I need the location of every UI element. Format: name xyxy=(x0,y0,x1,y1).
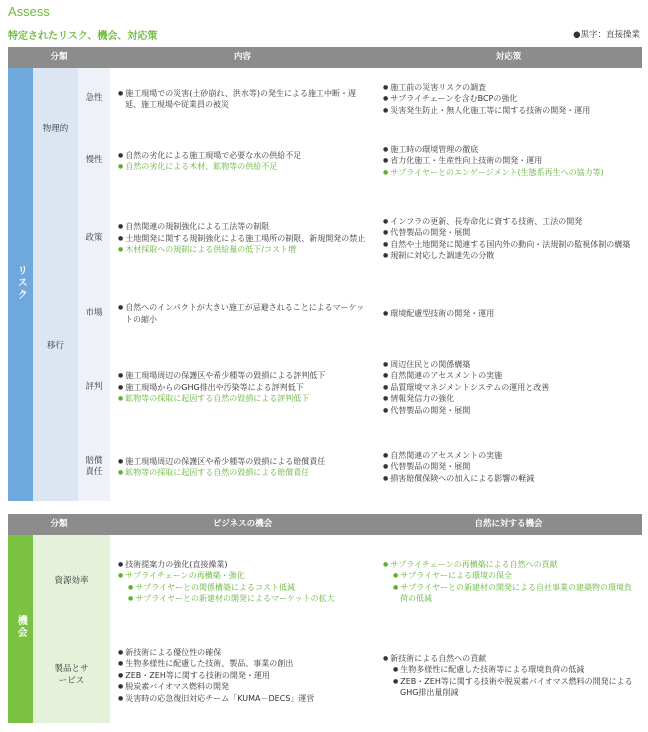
bullet-item: ● ZEB・ZEH等に関する技術や脱炭素バイオマス燃料の開発によるGHG排出量削減 xyxy=(393,676,633,697)
bullet-item: ● 周辺住民との関係構築 xyxy=(383,359,471,369)
bullet-item: ● 鉱物等の採取に起因する自然の毀損による賠償責任 xyxy=(118,468,310,477)
bullet-item: ● 自然の劣化による木材、鉱物等の供給不足 xyxy=(118,162,278,171)
bullet-item: ● 損害賠償保険への加入による影響の軽減 xyxy=(383,473,535,483)
header-content: 内容 xyxy=(110,47,375,68)
bullet-item: ● サプライチェーンを含むBCPの強化 xyxy=(383,94,518,104)
risk-sub-acute: 急性 xyxy=(78,68,110,130)
bullet-item: ● 施工前の災害リスクの調査 xyxy=(383,82,487,92)
bullet-item: ● 自然へのインパクトが大きい施工が忌避されることによるマーケットの縮小 xyxy=(118,303,365,324)
bullet-item: ● サプライヤーとの関係構築によるコスト低減 xyxy=(128,582,296,592)
bullet-item: ● 自然の劣化による施工現場で必要な水の供給不足 xyxy=(118,150,302,160)
risk-table-header xyxy=(8,47,642,68)
bullet-item: ● 代替製品の開発・展開 xyxy=(383,405,471,415)
bullet-item: ● サプライヤーとの新建材の開発による自社事業の建築物の環境負荷の低減 xyxy=(393,582,633,603)
page-title: 特定されたリスク、機会、対応策 xyxy=(8,31,158,42)
risk-response-reputation xyxy=(375,342,642,433)
bullet-item: ● 代替製品の開発・展開 xyxy=(383,228,471,237)
risk-response-chronic xyxy=(375,130,642,192)
bullet-item: ● 自然関連の規制強化による工法等の制限 xyxy=(118,222,270,232)
bullet-item: ● 代替製品の開発・展開 xyxy=(383,462,471,472)
bullet-item: ● 情報発信力の強化 xyxy=(383,394,455,404)
bullet-item: ● ZEB・ZEH等に関する技術の開発・運用 xyxy=(118,670,270,680)
risk-group-physical: 物理的 xyxy=(33,68,78,192)
risk-response-market xyxy=(375,285,642,342)
bullet-item: ● 災害時の応急復旧対応チーム「KUMA－DECS」運営 xyxy=(118,693,315,703)
risk-group-transition: 移行 xyxy=(33,192,78,501)
legend-note: ●黒字：直接操業 xyxy=(573,30,640,40)
opp-nature-resource xyxy=(375,535,642,628)
risk-sub-market: 市場 xyxy=(78,285,110,342)
risk-table xyxy=(8,47,642,501)
bullet-item: ● サプライチェーンの再構築による自然への貢献 xyxy=(383,559,558,569)
assess-label: Assess xyxy=(8,4,50,19)
bullet-item: ● 自然や土地開発に関連する国内外の動向・法規制の監視体制の構築 xyxy=(383,239,631,249)
bullet-item: ● 品質環境マネジメントシステムの運用と改善 xyxy=(383,382,550,392)
bullet-item: ● 脱炭素バイオマス燃料の開発 xyxy=(118,682,230,692)
risk-sub-reputation: 評判 xyxy=(78,342,110,433)
bullet-item: ● 省力化施工・生産性向上技術の開発・運用 xyxy=(383,156,543,166)
bullet-item: ● 自然関連のアセスメントの実施 xyxy=(383,450,503,460)
bullet-item: ● 施工時の環境管理の徹底 xyxy=(383,144,479,154)
opp-business-resource xyxy=(110,535,375,628)
bullet-item: ● 鉱物等の採取に起因する自然の毀損による評判低下 xyxy=(118,394,310,404)
risk-content-liability xyxy=(110,433,375,501)
bullet-item: ● 新技術による自然への貢献 xyxy=(383,653,487,663)
opportunity-table xyxy=(8,514,642,723)
bullet-item: ● サプライヤーとのエンゲージメント(生態系再生への協力等) xyxy=(383,167,604,177)
bullet-item: ● 木材採取への規制による供給量の低下/コスト増 xyxy=(118,245,296,255)
opportunity-band: 機会 xyxy=(8,535,33,723)
risk-content-policy xyxy=(110,192,375,285)
bullet-item: ● 災害発生防止・無人化施工等に関する技術の開発・運用 xyxy=(383,105,591,115)
opp-products-services: 製品とサービス xyxy=(33,628,110,723)
risk-response-liability xyxy=(375,433,642,501)
header-nature: 自然に対する機会 xyxy=(375,514,642,535)
opportunity-table-header xyxy=(8,514,642,535)
bullet-item: ● 新技術による優位性の確保 xyxy=(118,647,222,657)
risk-content-market xyxy=(110,285,375,342)
bullet-item: ● 技術提案力の強化(直接操業) xyxy=(118,559,228,569)
header-category: 分類 xyxy=(8,47,110,68)
risk-sub-liability: 賠償責任 xyxy=(78,433,110,501)
risk-sub-policy: 政策 xyxy=(78,192,110,285)
bullet-item: ● 規制に対応した調達先の分散 xyxy=(383,251,495,260)
header-business: ビジネスの機会 xyxy=(110,514,375,535)
risk-response-policy xyxy=(375,192,642,285)
bullet-item: ● 生物多様性に配慮した技術等による環境負荷の低減 xyxy=(393,665,585,674)
bullet-item: ● 生物多様性に配慮した技術、製品、事業の創出 xyxy=(118,659,294,669)
bullet-item: ● 施工現場での災害(土砂崩れ、洪水等)の発生による施工中断・遅延、施工現場や従業員の被災 xyxy=(118,88,356,109)
bullet-item: ● 土地開発に関する規制強化による施工場所の制限、新規開発の禁止 xyxy=(118,233,366,243)
bullet-item: ● 施工現場周辺の保護区や希少種等の毀損による賠償責任 xyxy=(118,456,326,466)
bullet-item: ● 施工現場からのGHG排出や汚染等による評判低下 xyxy=(118,382,304,392)
bullet-item: ● 自然関連のアセスメントの実施 xyxy=(383,371,503,381)
opp-nature-products xyxy=(375,628,642,723)
bullet-item: ● サプライヤーとの新建材の開発によるマーケットの拡大 xyxy=(128,594,335,603)
risk-content-reputation xyxy=(110,342,375,433)
opp-business-products xyxy=(110,628,375,723)
risk-sub-chronic: 慢性 xyxy=(78,130,110,192)
risk-response-acute xyxy=(375,68,642,130)
header-response: 対応策 xyxy=(375,47,642,68)
risk-content-acute xyxy=(110,68,375,130)
bullet-item: ● サプライヤーによる環境の保全 xyxy=(393,571,513,580)
risk-band: リスク xyxy=(8,68,33,501)
bullet-item: ● サプライチェーンの再構築・強化 xyxy=(118,571,245,580)
bullet-item: ● 環境配慮型技術の開発・運用 xyxy=(383,308,495,318)
bullet-item: ● 施工現場周辺の保護区や希少種等の毀損による評判低下 xyxy=(118,371,326,381)
opp-resource-efficiency: 資源効率 xyxy=(33,535,110,628)
header-opp-category: 分類 xyxy=(8,514,110,535)
bullet-item: ● インフラの更新、長寿命化に資する技術、工法の開発 xyxy=(383,216,583,226)
risk-content-chronic xyxy=(110,130,375,192)
